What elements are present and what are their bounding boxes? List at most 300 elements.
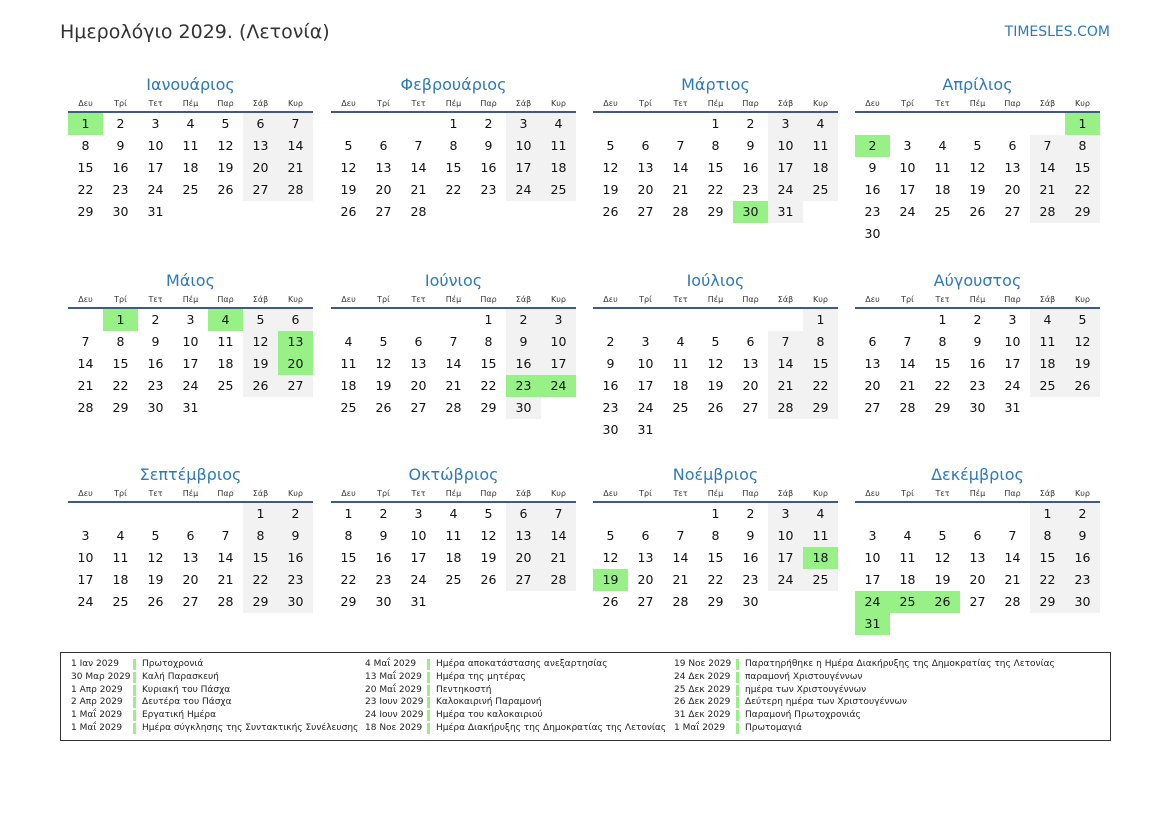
day-cell[interactable]: 8 [344,528,353,543]
day-cell[interactable]: 23 [1065,569,1100,591]
day-cell[interactable]: 27 [278,375,313,397]
day-cell[interactable]: 25 [541,179,576,201]
day-cell[interactable]: 7 [541,503,576,525]
day-cell[interactable]: 18 [445,550,462,565]
day-cell[interactable]: 2 [484,116,493,131]
day-cell[interactable]: 28 [768,397,803,419]
day-cell[interactable]: 10 [182,334,199,349]
day-cell[interactable]: 27 [1004,204,1021,219]
day-cell[interactable]: 28 [278,179,313,201]
day-cell[interactable]: 13 [506,525,541,547]
day-cell[interactable]: 3 [506,113,541,135]
day-cell[interactable]: 11 [803,525,838,547]
day-cell[interactable]: 24 [506,179,541,201]
day-cell[interactable]: 18 [182,160,199,175]
day-cell[interactable]: 30 [112,204,129,219]
day-cell[interactable]: 14 [1004,550,1021,565]
day-cell[interactable]: 6 [868,334,877,349]
day-cell[interactable]: 21 [445,378,462,393]
day-cell[interactable]: 3 [541,309,576,331]
day-cell[interactable]: 23 [375,572,392,587]
day-cell[interactable]: 3 [1008,312,1017,327]
day-cell[interactable]: 13 [410,356,427,371]
day-cell[interactable]: 10 [410,528,427,543]
day-cell[interactable]: 24 [768,179,803,201]
day-cell[interactable]: 3 [641,334,650,349]
day-cell[interactable]: 10 [541,331,576,353]
day-cell[interactable]: 8 [81,138,90,153]
day-cell[interactable]: 29 [480,400,497,415]
day-cell[interactable]: 6 [186,528,195,543]
day-cell[interactable]: 25 [672,400,689,415]
day-cell[interactable]: 29 [77,204,94,219]
day-cell[interactable]: 31 [410,594,427,609]
day-cell[interactable]: 2 [1065,503,1100,525]
day-cell[interactable]: 25 [217,378,234,393]
day-cell[interactable]: 5 [151,528,160,543]
day-cell[interactable]: 17 [864,572,881,587]
day-cell[interactable]: 12 [602,550,619,565]
day-cell[interactable]: 20 [243,157,278,179]
day-cell[interactable]: 15 [480,356,497,371]
day-cell[interactable]: 24 [637,400,654,415]
day-cell[interactable]: 17 [768,157,803,179]
day-cell[interactable]: 30 [506,397,541,419]
day-cell[interactable]: 22 [445,182,462,197]
day-cell[interactable]: 9 [746,528,755,543]
day-cell[interactable]: 28 [445,400,462,415]
day-cell[interactable]: 20 [637,182,654,197]
day-cell[interactable]: 27 [637,204,654,219]
day-cell[interactable]: 21 [410,182,427,197]
day-cell[interactable]: 17 [506,157,541,179]
day-cell[interactable]: 21 [1004,572,1021,587]
day-cell[interactable]: 27 [506,569,541,591]
day-cell[interactable]: 19 [934,572,951,587]
day-cell[interactable]: 17 [77,572,94,587]
day-cell[interactable]: 18 [112,572,129,587]
day-cell[interactable]: 29 [707,594,724,609]
day-cell[interactable]: 7 [676,138,685,153]
day-cell[interactable]: 28 [672,594,689,609]
day-cell[interactable]: 16 [864,182,881,197]
day-cell[interactable]: 30 [602,422,619,437]
day-cell[interactable]: 26 [602,204,619,219]
day-cell[interactable]: 6 [641,528,650,543]
day-cell[interactable]: 11 [672,356,689,371]
day-cell[interactable]: 29 [1030,591,1065,613]
day-cell[interactable]: 8 [803,331,838,353]
day-cell[interactable]: 16 [969,356,986,371]
day-cell[interactable]: 23 [742,572,759,587]
day-cell[interactable]: 8 [449,138,458,153]
day-cell[interactable]: 7 [903,334,912,349]
day-cell[interactable]: 29 [934,400,951,415]
day-cell[interactable]: 9 [606,356,615,371]
day-cell[interactable]: 27 [742,400,759,415]
day-cell[interactable]: 15 [803,353,838,375]
day-cell[interactable]: 16 [147,356,164,371]
day-cell[interactable]: 9 [116,138,125,153]
day-cell[interactable]: 21 [768,375,803,397]
day-cell[interactable]: 21 [1030,179,1065,201]
day-cell[interactable]: 23 [969,378,986,393]
day-cell[interactable]: 5 [484,506,493,521]
day-cell[interactable]: 25 [112,594,129,609]
day-cell[interactable]: 22 [803,375,838,397]
day-cell[interactable]: 7 [414,138,423,153]
day-cell[interactable]: 12 [707,356,724,371]
day-cell[interactable]: 20 [1004,182,1021,197]
day-cell[interactable]: 6 [973,528,982,543]
day-cell[interactable]: 18 [541,157,576,179]
day-cell[interactable]: 19 [707,378,724,393]
day-cell[interactable]: 20 [742,378,759,393]
day-cell[interactable]: 26 [480,572,497,587]
day-cell[interactable]: 4 [938,138,947,153]
day-cell[interactable]: 4 [1030,309,1065,331]
day-cell[interactable]: 4 [449,506,458,521]
day-cell[interactable]: 1 [1065,113,1100,135]
day-cell[interactable]: 27 [410,400,427,415]
day-cell[interactable]: 29 [340,594,357,609]
day-cell[interactable]: 18 [803,157,838,179]
day-cell[interactable]: 2 [116,116,125,131]
day-cell[interactable]: 10 [864,550,881,565]
day-cell[interactable]: 19 [593,569,628,591]
day-cell[interactable]: 6 [746,334,755,349]
day-cell[interactable]: 8 [1030,525,1065,547]
day-cell[interactable]: 24 [768,569,803,591]
day-cell[interactable]: 25 [803,569,838,591]
day-cell[interactable]: 24 [147,182,164,197]
day-cell[interactable]: 11 [445,528,462,543]
day-cell[interactable]: 11 [541,135,576,157]
day-cell[interactable]: 22 [77,182,94,197]
day-cell[interactable]: 14 [768,353,803,375]
day-cell[interactable]: 5 [711,334,720,349]
day-cell[interactable]: 16 [742,160,759,175]
day-cell[interactable]: 22 [1030,569,1065,591]
day-cell[interactable]: 25 [340,400,357,415]
day-cell[interactable]: 25 [182,182,199,197]
day-cell[interactable]: 22 [934,378,951,393]
day-cell[interactable]: 7 [81,334,90,349]
day-cell[interactable]: 16 [278,547,313,569]
day-cell[interactable]: 12 [243,331,278,353]
day-cell[interactable]: 17 [1004,356,1021,371]
day-cell[interactable]: 18 [803,547,838,569]
day-cell[interactable]: 13 [243,135,278,157]
day-cell[interactable]: 19 [147,572,164,587]
day-cell[interactable]: 24 [410,572,427,587]
day-cell[interactable]: 3 [768,113,803,135]
day-cell[interactable]: 11 [217,334,234,349]
day-cell[interactable]: 26 [707,400,724,415]
day-cell[interactable]: 4 [208,309,243,331]
day-cell[interactable]: 12 [340,160,357,175]
day-cell[interactable]: 30 [1065,591,1100,613]
day-cell[interactable]: 30 [375,594,392,609]
day-cell[interactable]: 28 [77,400,94,415]
day-cell[interactable]: 11 [340,356,357,371]
day-cell[interactable]: 28 [410,204,427,219]
day-cell[interactable]: 8 [484,334,493,349]
day-cell[interactable]: 21 [278,157,313,179]
day-cell[interactable]: 5 [243,309,278,331]
day-cell[interactable]: 8 [711,528,720,543]
day-cell[interactable]: 2 [746,116,755,131]
day-cell[interactable]: 20 [375,182,392,197]
day-cell[interactable]: 15 [707,160,724,175]
day-cell[interactable]: 6 [379,138,388,153]
day-cell[interactable]: 24 [182,378,199,393]
day-cell[interactable]: 14 [899,356,916,371]
day-cell[interactable]: 7 [278,113,313,135]
day-cell[interactable]: 19 [243,353,278,375]
day-cell[interactable]: 15 [1065,157,1100,179]
day-cell[interactable]: 8 [711,138,720,153]
day-cell[interactable]: 27 [375,204,392,219]
day-cell[interactable]: 27 [969,594,986,609]
day-cell[interactable]: 15 [445,160,462,175]
day-cell[interactable]: 13 [375,160,392,175]
day-cell[interactable]: 21 [899,378,916,393]
day-cell[interactable]: 31 [855,613,890,635]
day-cell[interactable]: 26 [375,400,392,415]
day-cell[interactable]: 23 [506,375,541,397]
day-cell[interactable]: 1 [449,116,458,131]
day-cell[interactable]: 7 [676,528,685,543]
day-cell[interactable]: 1 [938,312,947,327]
day-cell[interactable]: 15 [934,356,951,371]
day-cell[interactable]: 11 [803,135,838,157]
day-cell[interactable]: 9 [151,334,160,349]
day-cell[interactable]: 25 [445,572,462,587]
day-cell[interactable]: 13 [969,550,986,565]
day-cell[interactable]: 12 [147,550,164,565]
day-cell[interactable]: 30 [864,226,881,241]
day-cell[interactable]: 12 [969,160,986,175]
day-cell[interactable]: 31 [637,422,654,437]
day-cell[interactable]: 17 [182,356,199,371]
day-cell[interactable]: 13 [278,331,313,353]
day-cell[interactable]: 11 [1030,331,1065,353]
day-cell[interactable]: 10 [506,135,541,157]
day-cell[interactable]: 16 [602,378,619,393]
day-cell[interactable]: 6 [1008,138,1017,153]
day-cell[interactable]: 17 [541,353,576,375]
day-cell[interactable]: 8 [938,334,947,349]
day-cell[interactable]: 30 [742,594,759,609]
day-cell[interactable]: 15 [1030,547,1065,569]
day-cell[interactable]: 17 [899,182,916,197]
day-cell[interactable]: 9 [278,525,313,547]
day-cell[interactable]: 19 [375,378,392,393]
day-cell[interactable]: 5 [938,528,947,543]
day-cell[interactable]: 26 [1065,375,1100,397]
day-cell[interactable]: 2 [379,506,388,521]
day-cell[interactable]: 9 [379,528,388,543]
day-cell[interactable]: 15 [243,547,278,569]
day-cell[interactable]: 18 [899,572,916,587]
day-cell[interactable]: 10 [1004,334,1021,349]
day-cell[interactable]: 16 [480,160,497,175]
day-cell[interactable]: 5 [606,138,615,153]
day-cell[interactable]: 7 [768,331,803,353]
day-cell[interactable]: 11 [934,160,951,175]
day-cell[interactable]: 23 [864,204,881,219]
day-cell[interactable]: 1 [1030,503,1065,525]
day-cell[interactable]: 10 [768,525,803,547]
day-cell[interactable]: 3 [414,506,423,521]
day-cell[interactable]: 1 [243,503,278,525]
day-cell[interactable]: 18 [934,182,951,197]
day-cell[interactable]: 29 [243,591,278,613]
day-cell[interactable]: 24 [1004,378,1021,393]
day-cell[interactable]: 13 [864,356,881,371]
day-cell[interactable]: 5 [379,334,388,349]
day-cell[interactable]: 14 [278,135,313,157]
day-cell[interactable]: 17 [147,160,164,175]
day-cell[interactable]: 26 [602,594,619,609]
day-cell[interactable]: 6 [506,503,541,525]
day-cell[interactable]: 27 [243,179,278,201]
day-cell[interactable]: 12 [375,356,392,371]
day-cell[interactable]: 30 [733,201,768,223]
day-cell[interactable]: 1 [68,113,103,135]
day-cell[interactable]: 25 [934,204,951,219]
day-cell[interactable]: 2 [506,309,541,331]
day-cell[interactable]: 3 [903,138,912,153]
day-cell[interactable]: 28 [1030,201,1065,223]
day-cell[interactable]: 28 [1004,594,1021,609]
day-cell[interactable]: 25 [890,591,925,613]
day-cell[interactable]: 12 [934,550,951,565]
day-cell[interactable]: 31 [1004,400,1021,415]
day-cell[interactable]: 29 [112,400,129,415]
day-cell[interactable]: 3 [151,116,160,131]
day-cell[interactable]: 2 [746,506,755,521]
day-cell[interactable]: 22 [1065,179,1100,201]
day-cell[interactable]: 20 [410,378,427,393]
day-cell[interactable]: 31 [147,204,164,219]
day-cell[interactable]: 16 [1065,547,1100,569]
day-cell[interactable]: 20 [182,572,199,587]
day-cell[interactable]: 2 [606,334,615,349]
day-cell[interactable]: 6 [243,113,278,135]
day-cell[interactable]: 22 [112,378,129,393]
day-cell[interactable]: 3 [186,312,195,327]
day-cell[interactable]: 3 [868,528,877,543]
day-cell[interactable]: 31 [768,201,803,223]
day-cell[interactable]: 25 [1030,375,1065,397]
day-cell[interactable]: 24 [899,204,916,219]
day-cell[interactable]: 9 [868,160,877,175]
day-cell[interactable]: 20 [864,378,881,393]
day-cell[interactable]: 22 [707,182,724,197]
day-cell[interactable]: 9 [1065,525,1100,547]
day-cell[interactable]: 22 [243,569,278,591]
day-cell[interactable]: 3 [81,528,90,543]
day-cell[interactable]: 23 [742,182,759,197]
day-cell[interactable]: 1 [803,309,838,331]
day-cell[interactable]: 6 [278,309,313,331]
day-cell[interactable]: 22 [340,572,357,587]
day-cell[interactable]: 31 [182,400,199,415]
day-cell[interactable]: 8 [243,525,278,547]
day-cell[interactable]: 19 [217,160,234,175]
day-cell[interactable]: 12 [217,138,234,153]
day-cell[interactable]: 16 [375,550,392,565]
day-cell[interactable]: 4 [903,528,912,543]
day-cell[interactable]: 7 [1008,528,1017,543]
day-cell[interactable]: 15 [112,356,129,371]
day-cell[interactable]: 10 [77,550,94,565]
day-cell[interactable]: 28 [217,594,234,609]
day-cell[interactable]: 3 [768,503,803,525]
day-cell[interactable]: 30 [147,400,164,415]
day-cell[interactable]: 26 [969,204,986,219]
day-cell[interactable]: 1 [103,309,138,331]
day-cell[interactable]: 21 [672,572,689,587]
day-cell[interactable]: 19 [1065,353,1100,375]
day-cell[interactable]: 12 [602,160,619,175]
day-cell[interactable]: 7 [1030,135,1065,157]
day-cell[interactable]: 6 [641,138,650,153]
day-cell[interactable]: 13 [637,550,654,565]
day-cell[interactable]: 28 [672,204,689,219]
day-cell[interactable]: 14 [410,160,427,175]
day-cell[interactable]: 2 [855,135,890,157]
day-cell[interactable]: 29 [707,204,724,219]
day-cell[interactable]: 16 [112,160,129,175]
day-cell[interactable]: 7 [221,528,230,543]
day-cell[interactable]: 13 [182,550,199,565]
day-cell[interactable]: 5 [1065,309,1100,331]
day-cell[interactable]: 21 [77,378,94,393]
day-cell[interactable]: 13 [742,356,759,371]
day-cell[interactable]: 5 [973,138,982,153]
day-cell[interactable]: 18 [217,356,234,371]
day-cell[interactable]: 26 [147,594,164,609]
day-cell[interactable]: 29 [803,397,838,419]
day-cell[interactable]: 1 [344,506,353,521]
day-cell[interactable]: 4 [541,113,576,135]
day-cell[interactable]: 30 [278,591,313,613]
day-cell[interactable]: 10 [637,356,654,371]
day-cell[interactable]: 14 [1030,157,1065,179]
day-cell[interactable]: 9 [973,334,982,349]
day-cell[interactable]: 28 [899,400,916,415]
day-cell[interactable]: 17 [768,547,803,569]
day-cell[interactable]: 8 [116,334,125,349]
day-cell[interactable]: 23 [480,182,497,197]
day-cell[interactable]: 11 [899,550,916,565]
day-cell[interactable]: 1 [711,506,720,521]
day-cell[interactable]: 21 [541,547,576,569]
day-cell[interactable]: 14 [445,356,462,371]
site-link[interactable]: TIMESLES.COM [1004,24,1110,40]
day-cell[interactable]: 18 [1030,353,1065,375]
day-cell[interactable]: 26 [217,182,234,197]
day-cell[interactable]: 4 [803,113,838,135]
day-cell[interactable]: 4 [116,528,125,543]
day-cell[interactable]: 13 [637,160,654,175]
day-cell[interactable]: 27 [864,400,881,415]
day-cell[interactable]: 19 [340,182,357,197]
day-cell[interactable]: 20 [969,572,986,587]
